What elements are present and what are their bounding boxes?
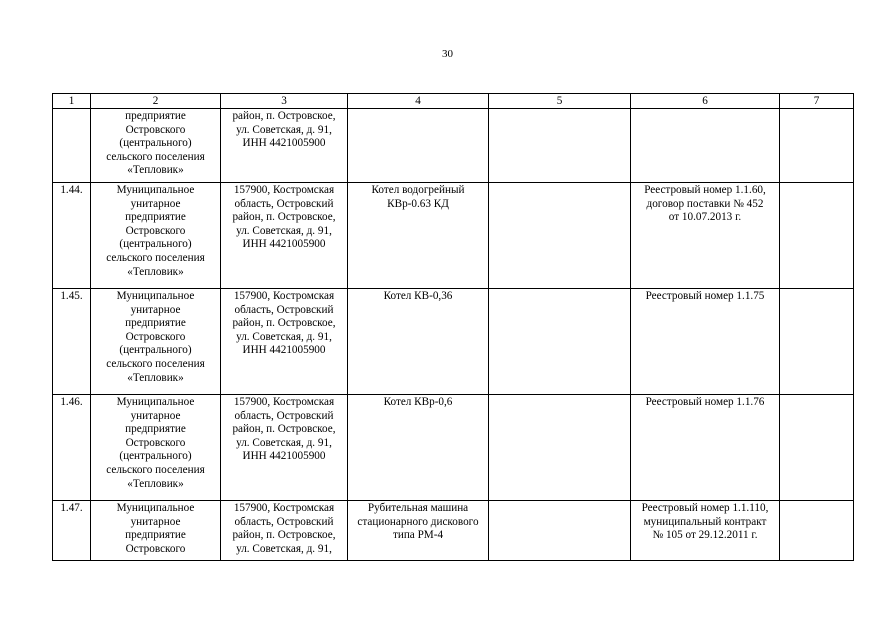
column-header: 1 xyxy=(53,94,91,109)
owner-line: Островского xyxy=(125,542,186,555)
registry-info-cell xyxy=(631,289,780,395)
address-cell xyxy=(221,289,348,395)
object-line: Котел КВр-0,6 xyxy=(383,396,453,408)
owner-line: Муниципальное xyxy=(116,184,195,196)
address-line: область, Островский xyxy=(234,515,334,528)
owner-line: Муниципальное xyxy=(116,396,195,408)
registry-info-line: муниципальный контракт xyxy=(643,515,767,528)
owner-line: унитарное xyxy=(130,409,181,422)
registry-info-line: Реестровый номер 1.1.75 xyxy=(645,290,765,302)
object-cell xyxy=(348,109,489,183)
address-line: ул. Советская, д. 91, xyxy=(236,542,332,555)
row-number-cell: 1.44. xyxy=(53,183,91,289)
address-cell xyxy=(221,395,348,501)
column-7-cell xyxy=(780,501,854,561)
object-cell xyxy=(348,395,489,501)
owner-line: сельского поселения xyxy=(106,357,205,370)
column-header: 6 xyxy=(631,94,780,109)
owner-line: унитарное xyxy=(130,303,181,316)
object-cell xyxy=(348,183,489,289)
owner-cell xyxy=(91,289,221,395)
address-line: ИНН 4421005900 xyxy=(242,238,326,251)
column-5-cell xyxy=(489,289,631,395)
page-number: 30 xyxy=(442,48,453,60)
column-7-cell xyxy=(780,109,854,183)
column-header: 3 xyxy=(221,94,348,109)
owner-line: «Тепловик» xyxy=(127,164,184,177)
owner-line: предприятие xyxy=(125,317,186,330)
owner-line: (центрального) xyxy=(119,137,192,150)
table-header-row xyxy=(53,94,854,109)
registry-info-line: Реестровый номер 1.1.60, xyxy=(644,184,766,196)
column-7-cell xyxy=(780,183,854,289)
object-line: Котел КВ-0,36 xyxy=(383,290,453,302)
table-row xyxy=(53,289,854,395)
address-line: 157900, Костромская xyxy=(233,184,335,196)
table-row xyxy=(53,109,854,183)
address-cell xyxy=(221,501,348,561)
registry-info-line: от 10.07.2013 г. xyxy=(668,211,742,224)
owner-line: Островского xyxy=(125,224,186,237)
registry-info-cell xyxy=(631,109,780,183)
registry-table xyxy=(52,93,854,561)
address-line: 157900, Костромская xyxy=(233,396,335,408)
row-number-cell xyxy=(53,109,91,183)
owner-line: унитарное xyxy=(130,197,181,210)
owner-line: предприятие xyxy=(125,211,186,224)
object-line: Рубительная машина xyxy=(367,502,469,514)
owner-line: (центрального) xyxy=(119,450,192,463)
registry-info-cell xyxy=(631,183,780,289)
address-line: область, Островский xyxy=(234,197,334,210)
owner-line: «Тепловик» xyxy=(127,371,184,384)
column-header: 7 xyxy=(780,94,854,109)
column-header: 4 xyxy=(348,94,489,109)
address-line: ИНН 4421005900 xyxy=(242,137,326,150)
owner-line: Островского xyxy=(125,123,186,136)
address-line: ул. Советская, д. 91, xyxy=(236,123,332,136)
address-line: район, п. Островское, xyxy=(232,110,336,122)
owner-line: унитарное xyxy=(130,515,181,528)
owner-cell xyxy=(91,395,221,501)
table-row xyxy=(53,183,854,289)
registry-info-line: Реестровый номер 1.1.110, xyxy=(641,502,769,514)
table-row xyxy=(53,395,854,501)
address-line: район, п. Островское, xyxy=(232,529,336,542)
registry-info-cell xyxy=(631,501,780,561)
owner-line: сельского поселения xyxy=(106,463,205,476)
owner-cell xyxy=(91,109,221,183)
owner-line: Муниципальное xyxy=(116,290,195,302)
object-line: типа РМ-4 xyxy=(392,529,444,542)
owner-line: предприятие xyxy=(125,110,186,122)
column-7-cell xyxy=(780,395,854,501)
address-line: ИНН 4421005900 xyxy=(242,344,326,357)
column-header: 5 xyxy=(489,94,631,109)
object-line: КВр-0.63 КД xyxy=(387,197,449,210)
column-5-cell xyxy=(489,395,631,501)
owner-line: Островского xyxy=(125,330,186,343)
address-cell xyxy=(221,183,348,289)
column-5-cell xyxy=(489,501,631,561)
column-5-cell xyxy=(489,109,631,183)
owner-line: «Тепловик» xyxy=(127,265,184,278)
address-line: район, п. Островское, xyxy=(232,423,336,436)
owner-line: Островского xyxy=(125,436,186,449)
address-line: район, п. Островское, xyxy=(232,211,336,224)
owner-line: Муниципальное xyxy=(116,502,195,514)
owner-cell xyxy=(91,501,221,561)
owner-line: сельского поселения xyxy=(106,251,205,264)
registry-info-line: № 105 от 29.12.2011 г. xyxy=(652,529,758,542)
address-cell xyxy=(221,109,348,183)
column-7-cell xyxy=(780,289,854,395)
owner-line: предприятие xyxy=(125,529,186,542)
owner-line: «Тепловик» xyxy=(127,477,184,490)
registry-info-cell xyxy=(631,395,780,501)
address-line: область, Островский xyxy=(234,409,334,422)
owner-line: (центрального) xyxy=(119,344,192,357)
registry-info-line: Реестровый номер 1.1.76 xyxy=(645,396,765,408)
address-line: ул. Советская, д. 91, xyxy=(236,330,332,343)
object-line: Котел водогрейный xyxy=(371,184,465,196)
object-cell xyxy=(348,289,489,395)
address-line: ул. Советская, д. 91, xyxy=(236,224,332,237)
object-cell xyxy=(348,501,489,561)
address-line: 157900, Костромская xyxy=(233,290,335,302)
owner-cell xyxy=(91,183,221,289)
owner-line: (центрального) xyxy=(119,238,192,251)
address-line: ИНН 4421005900 xyxy=(242,450,326,463)
row-number-cell: 1.46. xyxy=(53,395,91,501)
owner-line: сельского поселения xyxy=(106,150,205,163)
address-line: район, п. Островское, xyxy=(232,317,336,330)
row-number-cell: 1.47. xyxy=(53,501,91,561)
owner-line: предприятие xyxy=(125,423,186,436)
table-row xyxy=(53,501,854,561)
column-5-cell xyxy=(489,183,631,289)
column-header: 2 xyxy=(91,94,221,109)
registry-info-line: договор поставки № 452 xyxy=(646,197,764,210)
address-line: 157900, Костромская xyxy=(233,502,335,514)
address-line: ул. Советская, д. 91, xyxy=(236,436,332,449)
address-line: область, Островский xyxy=(234,303,334,316)
object-line: стационарного дискового xyxy=(357,515,479,528)
row-number-cell: 1.45. xyxy=(53,289,91,395)
